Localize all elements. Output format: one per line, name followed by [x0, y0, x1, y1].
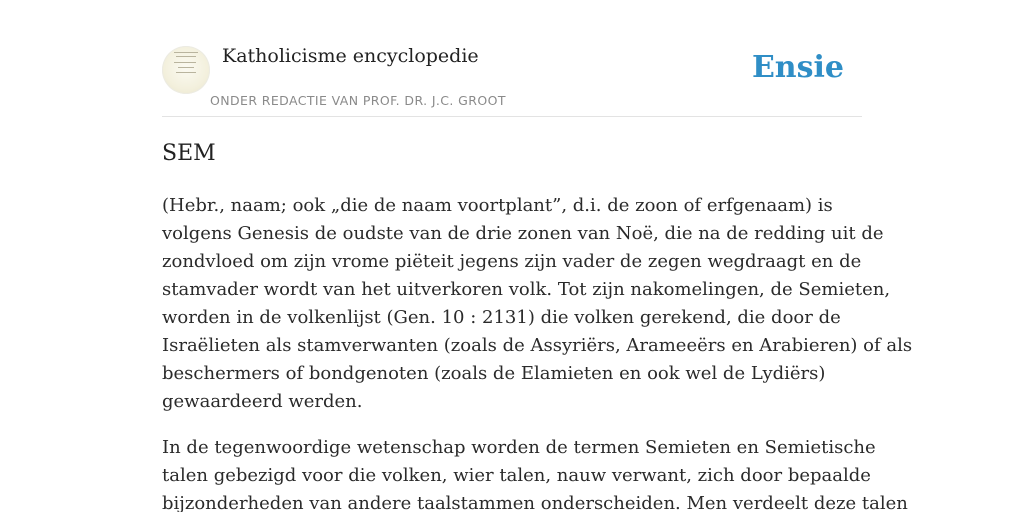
paragraph-line: volgens Genesis de oudste van de drie zonen van Noë, die na de redding uit de — [162, 223, 884, 244]
site-title[interactable]: Katholicisme encyclopedie — [222, 45, 479, 67]
paragraph-line: gewaardeerd werden. — [162, 391, 363, 412]
paragraph-line: beschermers of bondgenoten (zoals de Elamieten en ook wel de Lydiërs) — [162, 363, 826, 384]
article-title: SEM — [162, 141, 216, 166]
paragraph-line: stamvader wordt van het uitverkoren volk. Tot zijn nakomelingen, de Semieten, — [162, 279, 891, 300]
paragraph-line: zondvloed om zijn vrome piëteit jegens zijn vader de zegen wegdraagt en de — [162, 251, 862, 272]
paragraph-line: Israëlieten als stamverwanten (zoals de Assyriërs, Arameeërs en Arabieren) of als — [162, 335, 913, 356]
article-paragraph — [162, 192, 913, 416]
site-header — [162, 0, 862, 117]
ensie-logo[interactable]: Ensie — [751, 50, 844, 85]
paragraph-line: In de tegenwoordige wetenschap worden de termen Semieten en Semietische — [162, 437, 876, 458]
paragraph-line: worden in de volkenlijst (Gen. 10 : 2131) die volken gerekend, die door de — [162, 307, 841, 328]
article — [162, 138, 913, 512]
editor-subtitle: ONDER REDACTIE VAN PROF. DR. J.C. GROOT — [210, 93, 506, 108]
paragraph-line: (Hebr., naam; ook „die de naam voortplant”, d.i. de zoon of erfgenaam) is — [162, 195, 833, 216]
paragraph-line: bijzonderheden van andere taalstammen onderscheiden. Men verdeelt deze talen — [162, 493, 908, 512]
book-cover-thumbnail-icon[interactable] — [162, 46, 210, 94]
article-paragraph — [162, 434, 908, 512]
paragraph-line: talen gebezigd voor die volken, wier talen, nauw verwant, zich door bepaalde — [162, 465, 871, 486]
